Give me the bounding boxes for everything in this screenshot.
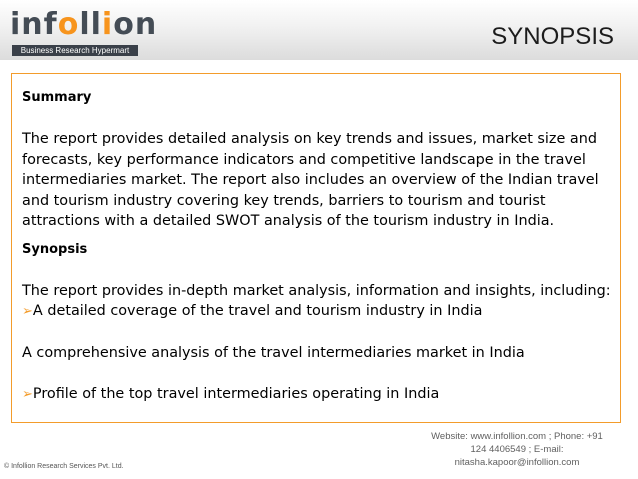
spacer — [22, 323, 618, 344]
logo-accent-o: o — [57, 7, 80, 42]
spacer — [22, 109, 618, 130]
header-bar — [0, 0, 638, 60]
summary-line: and tourism industry covering key trends, barriers to tourism and tourist — [22, 192, 546, 209]
spacer — [22, 364, 618, 385]
contact-line: nitasha.kapoor@infollion.com — [454, 457, 580, 468]
logo-tagline: Business Research Hypermart — [12, 45, 138, 56]
bullet-item — [22, 301, 618, 323]
paragraph-text: A comprehensive analysis of the travel intermediaries market in India — [22, 345, 525, 361]
bullet-text: Profile of the top travel intermediaries operating in India — [32, 386, 440, 402]
infollion-logo — [10, 7, 158, 56]
summary-line: The report provides detailed analysis on key trends and issues, market size and — [22, 131, 597, 147]
synopsis-heading: Synopsis — [22, 241, 88, 257]
footer-contact — [411, 430, 623, 469]
summary-line: forecasts, key performance indicators and competitive landscape in the travel — [22, 151, 586, 168]
logo-text-1: inf — [10, 7, 58, 42]
logo-text-3: on — [113, 7, 158, 42]
logo-text-2: ll — [79, 7, 102, 42]
summary-line: attractions with a detailed SWOT analysis of the tourism industry in India. — [22, 213, 555, 229]
summary-line: intermediaries market. The report also includes an overview of the Indian travel — [22, 172, 599, 188]
contact-line: 124 4406549 ; E-mail: — [470, 444, 564, 455]
arrow-bullet-icon: ➢ — [22, 387, 33, 402]
spacer — [22, 232, 618, 240]
contact-line: Website: www.infollion.com ; Phone: +91 — [431, 431, 603, 442]
slide-title: SYNOPSIS — [491, 23, 614, 50]
synopsis-intro: The report provides in-depth market analysis, information and insights, including: — [22, 282, 611, 299]
spacer — [22, 260, 618, 281]
logo-accent-i: i — [101, 7, 114, 42]
logo-wordmark — [10, 8, 157, 42]
bullet-text: A detailed coverage of the travel and tourism industry in India — [32, 303, 483, 319]
summary-heading: Summary — [22, 90, 92, 105]
content-body — [22, 88, 618, 406]
bullet-item — [22, 384, 618, 406]
arrow-bullet-icon: ➢ — [22, 304, 33, 319]
copyright-text: © Infollion Research Services Pvt. Ltd. — [4, 463, 124, 470]
